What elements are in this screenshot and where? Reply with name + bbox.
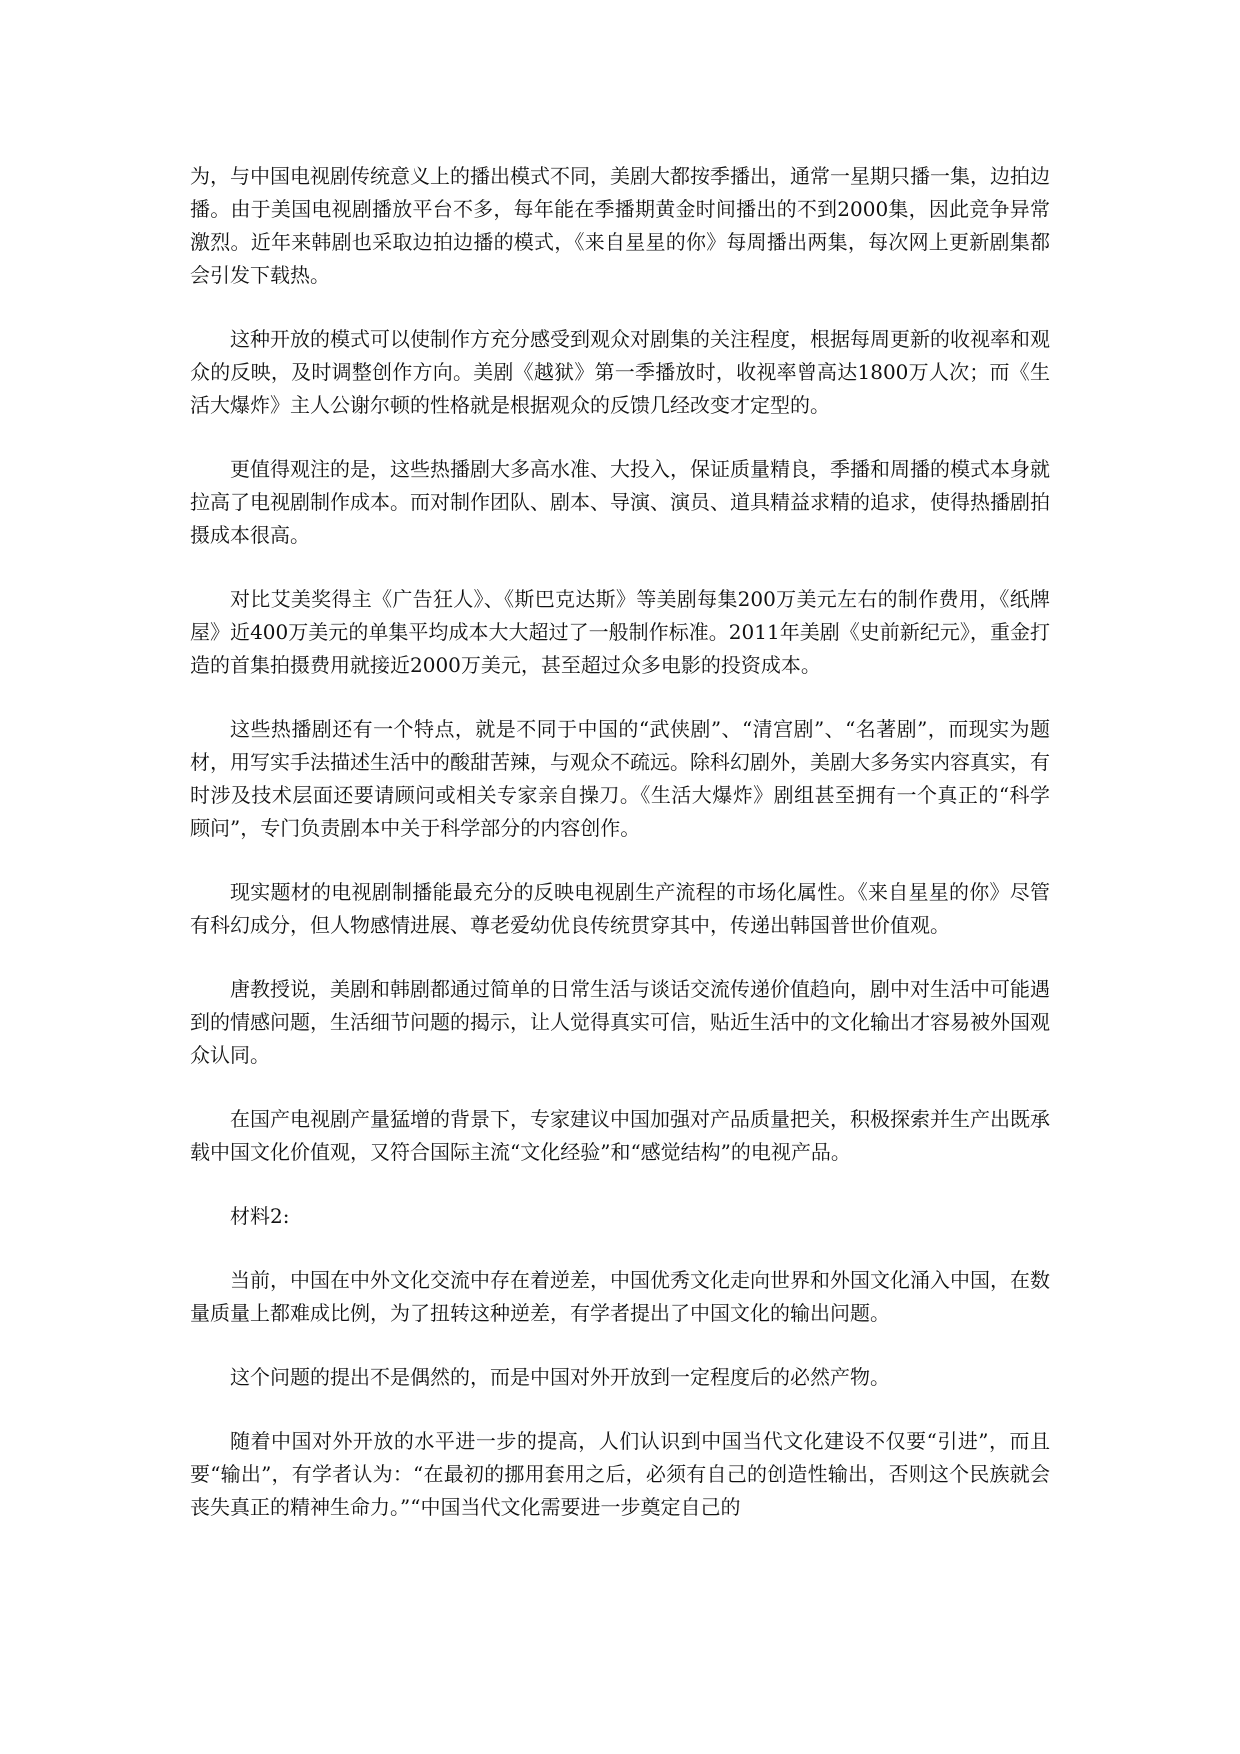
document-body: [190, 160, 1050, 1555]
paragraph-2: 这种开放的模式可以使制作方充分感受到观众对剧集的关注程度，根据每周更新的收视率和观众的反映，及时调整创作方向。美剧《越狱》第一季播放时，收视率曾高达1800万人次；而《生活大爆炸》主人公谢尔顿的性格就是根据观众的反馈几经改变才定型的。: [190, 327, 1050, 417]
paragraph-10: 这个问题的提出不是偶然的，而是中国对外开放到一定程度后的必然产物。: [230, 1365, 890, 1389]
paragraph-8: 在国产电视剧产量猛增的背景下，专家建议中国加强对产品质量把关，积极探索并生产出既承载中国文化价值观，又符合国际主流“文化经验”和“感觉结构”的电视产品。: [190, 1107, 1050, 1164]
paragraph-6: 现实题材的电视剧制播能最充分的反映电视剧生产流程的市场化属性。《来自星星的你》尽管有科幻成分，但人物感情进展、尊老爱幼优良传统贯穿其中，传递出韩国普世价值观。: [190, 880, 1050, 937]
paragraph-11: 随着中国对外开放的水平进一步的提高，人们认识到中国当代文化建设不仅要“引进”，而且要“输出”，有学者认为：“在最初的挪用套用之后，必须有自己的创造性输出，否则这个民族就会丧失真正的精神生命力。”“中国当代文化需要进一步奠定自己的: [190, 1429, 1050, 1519]
paragraph-3: 更值得观注的是，这些热播剧大多高水准、大投入，保证质量精良，季播和周播的模式本身就拉高了电视剧制作成本。而对制作团队、剧本、导演、演员、道具精益求精的追求，使得热播剧拍摄成本很高。: [190, 457, 1050, 547]
section-heading-material-2: 材料2:: [230, 1204, 290, 1228]
paragraph-5: 这些热播剧还有一个特点，就是不同于中国的“武侠剧”、“清宫剧”、“名著剧”，而现实为题材，用写实手法描述生活中的酸甜苦辣，与观众不疏远。除科幻剧外，美剧大多务实内容真实，有时涉及技术层面还要请顾问或相关专家亲自操刀。《生活大爆炸》剧组甚至拥有一个真正的“科学顾问”，专门负责剧本中关于科学部分的内容创作。: [190, 717, 1050, 840]
paragraph-4: 对比艾美奖得主《广告狂人》、《斯巴克达斯》等美剧每集200万美元左右的制作费用，《纸牌屋》近400万美元的单集平均成本大大超过了一般制作标准。2011年美剧《史前新纪元》，重金打造的首集拍摄费用就接近2000万美元，甚至超过众多电影的投资成本。: [190, 587, 1050, 677]
paragraph-7: 唐教授说，美剧和韩剧都通过简单的日常生活与谈话交流传递价值趋向，剧中对生活中可能遇到的情感问题，生活细节问题的揭示，让人觉得真实可信，贴近生活中的文化输出才容易被外国观众认同。: [190, 977, 1050, 1067]
paragraph-1: 为，与中国电视剧传统意义上的播出模式不同，美剧大都按季播出，通常一星期只播一集，边拍边播。由于美国电视剧播放平台不多，每年能在季播期黄金时间播出的不到2000集，因此竞争异常激烈。近年来韩剧也采取边拍边播的模式，《来自星星的你》每周播出两集，每次网上更新剧集都会引发下载热。: [190, 164, 1050, 287]
paragraph-9: 当前，中国在中外文化交流中存在着逆差，中国优秀文化走向世界和外国文化涌入中国，在数量质量上都难成比例，为了扭转这种逆差，有学者提出了中国文化的输出问题。: [190, 1268, 1050, 1325]
